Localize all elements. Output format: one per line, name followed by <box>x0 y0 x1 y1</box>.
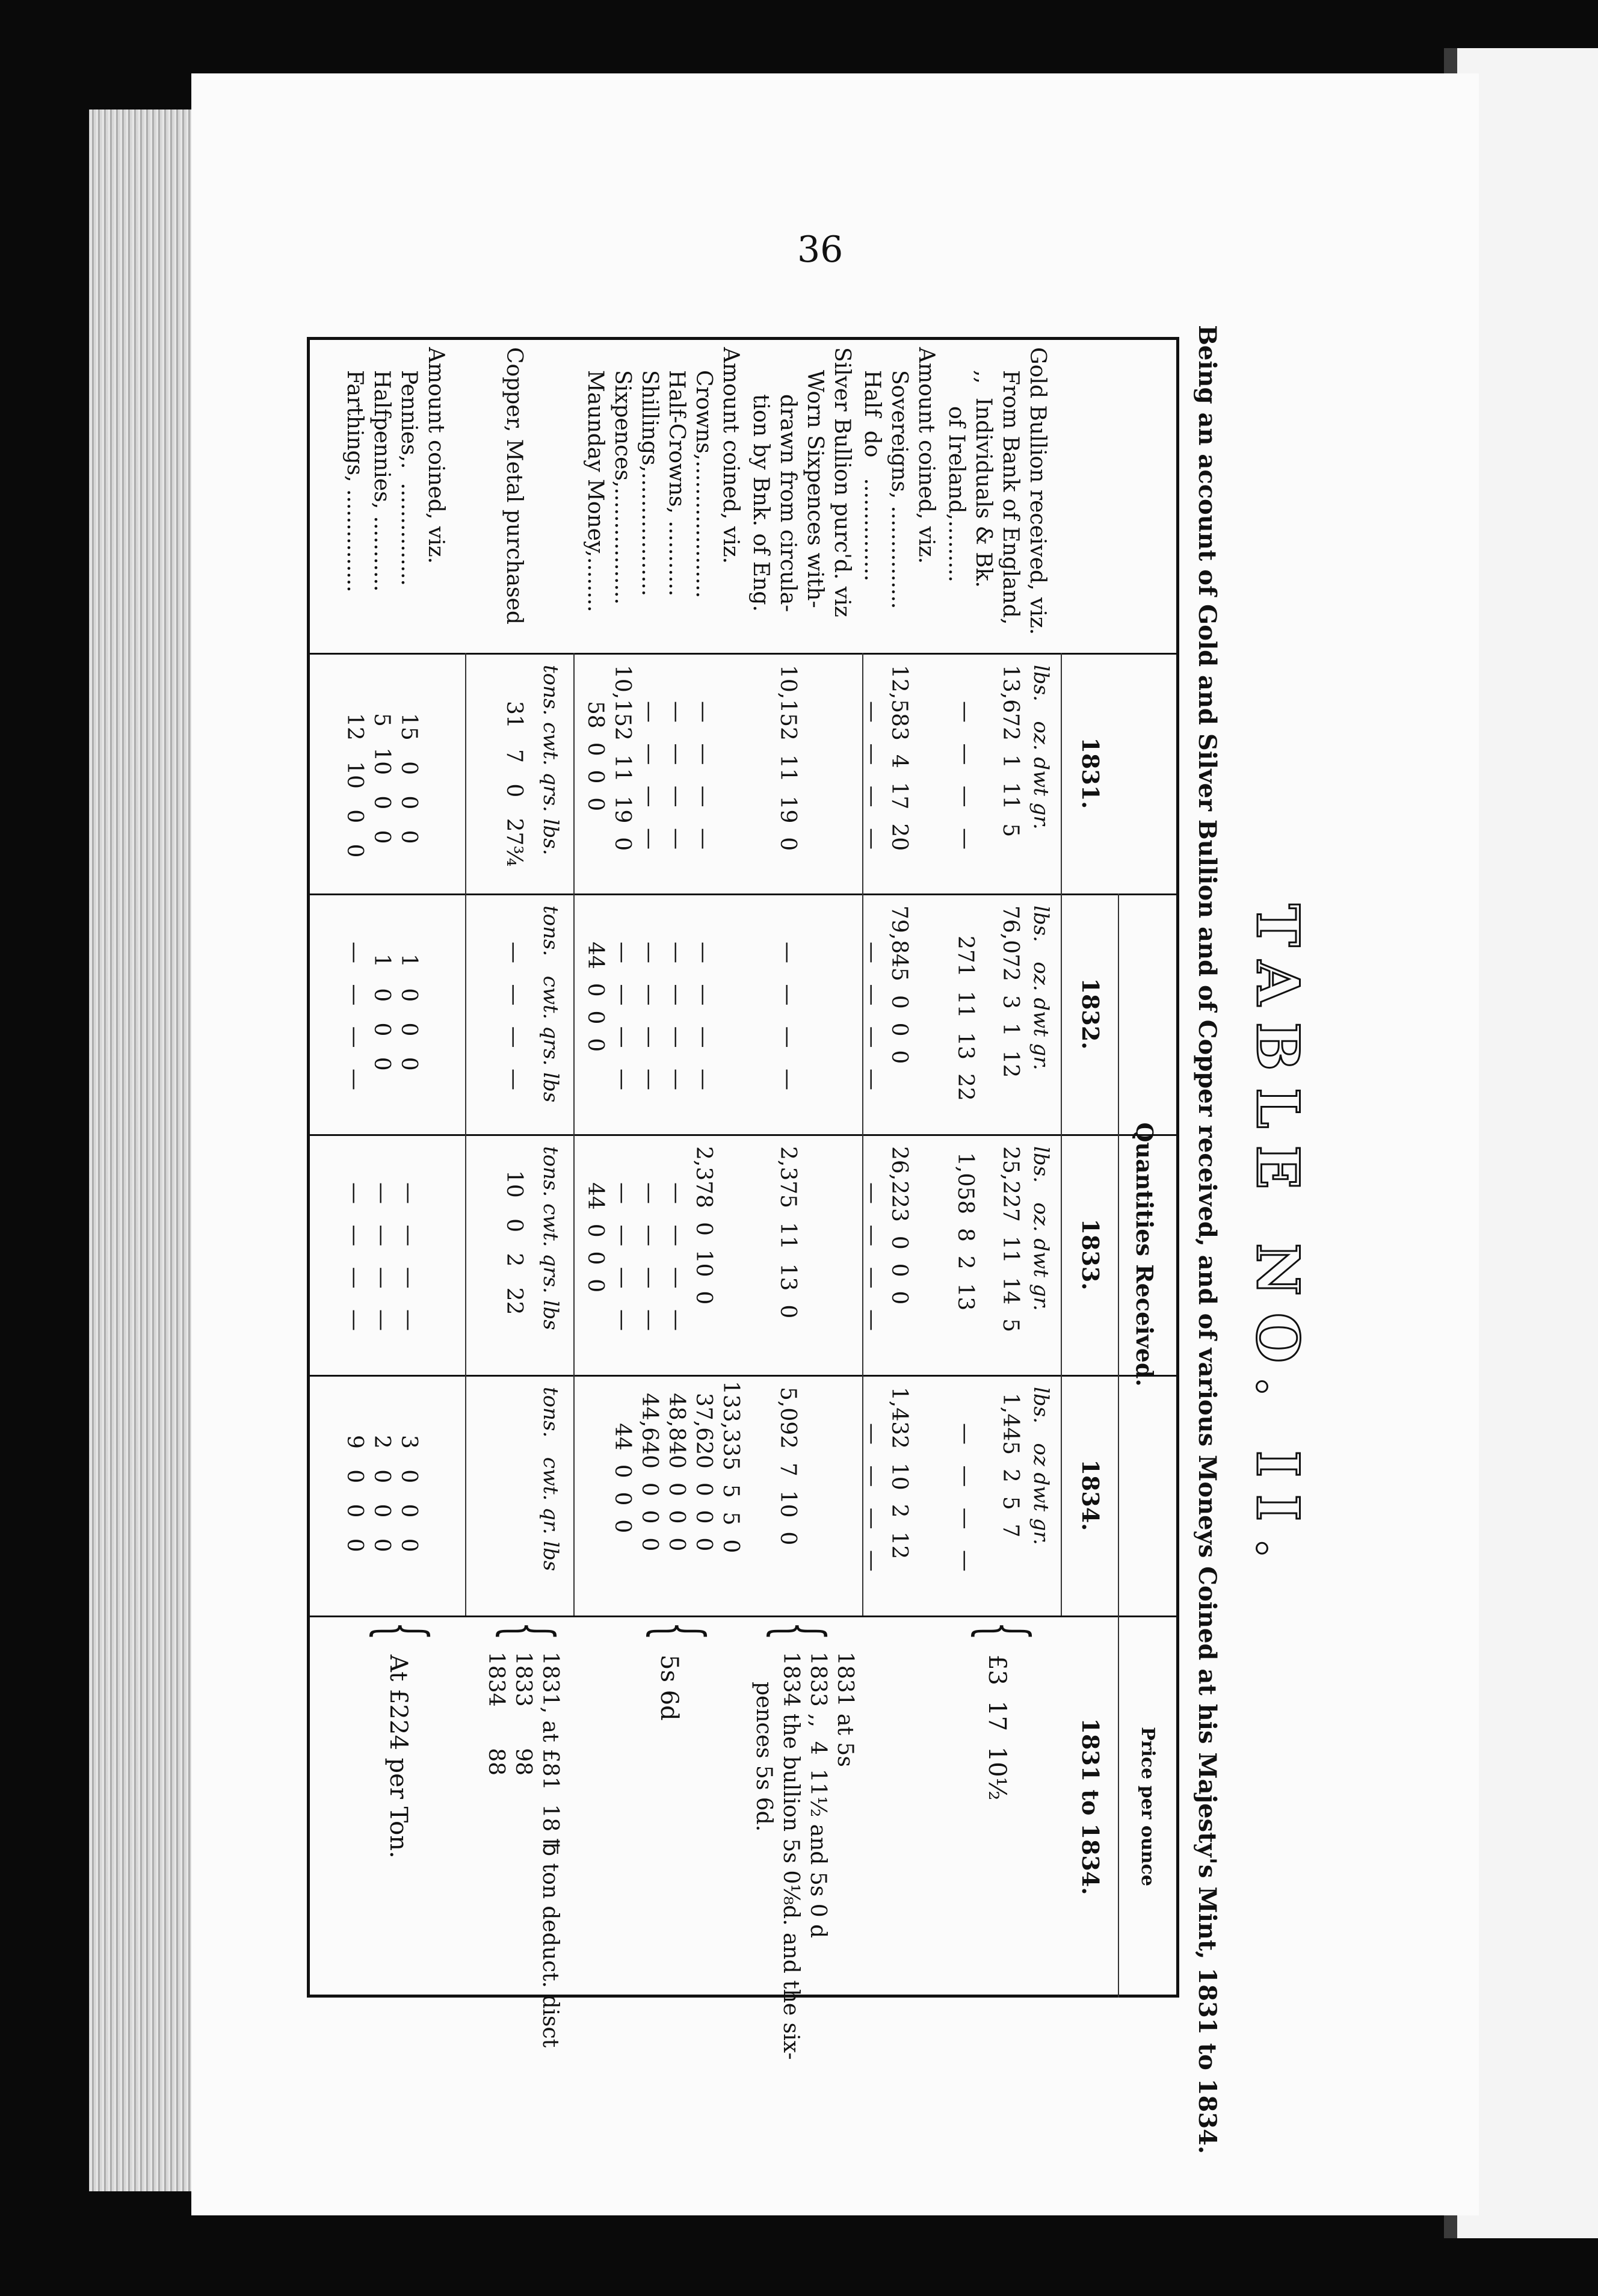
col-divider-1832 <box>310 1134 1176 1136</box>
cell-1832: — — — — <box>637 942 662 1090</box>
row-label: Gold Bullion received, viz. <box>1025 347 1050 635</box>
price-gold: £3 17 10½ <box>983 1655 1011 1801</box>
book-page-edges <box>89 110 203 2191</box>
col-divider-1834 <box>310 1616 1176 1617</box>
brace-icon: { <box>491 1622 568 1641</box>
cell-1834: 3 0 0 0 <box>396 1435 421 1552</box>
row-label: Pennies,. ............... <box>396 370 421 586</box>
cell-1832: 79,845 0 0 0 <box>887 906 912 1064</box>
copper-coined-rule <box>465 653 466 1616</box>
cell-1834: 2 0 0 0 <box>369 1435 394 1552</box>
price-coin: 5s 6d <box>655 1655 683 1721</box>
row-label: Amount coined, viz. <box>718 347 743 564</box>
brace-icon: { <box>641 1622 718 1641</box>
copper-unit-1832: tons. cwt. qrs. lbs <box>538 906 563 1103</box>
unit-1831: lbs. oz. dwt gr. <box>1029 665 1053 830</box>
unit-1834: lbs. oz dwt gr. <box>1029 1387 1053 1545</box>
price-copper-1831: 1831, at £81 18 ℔ ton deduct. disct <box>538 1652 563 2048</box>
cell-1833: 2,378 0 10 0 <box>691 1146 716 1305</box>
year-1832: 1832. <box>1077 978 1104 1050</box>
header-rule <box>1118 893 1119 1616</box>
cell-1832: 1 0 0 0 <box>396 954 421 1071</box>
cell-1832: 1 0 0 0 <box>369 954 394 1071</box>
col-divider-1831 <box>310 893 1176 895</box>
cell-1834: 133,335 5 5 0 <box>718 1381 743 1554</box>
cell-1834: 37,620 0 0 0 <box>691 1393 716 1552</box>
cell-1834: 1,432 10 2 12 <box>887 1387 912 1560</box>
cell-1833: — — — — <box>664 1182 689 1331</box>
row-label: Halfpennies, ........... <box>369 370 394 592</box>
cell-1834: — — — — <box>953 1423 978 1572</box>
cell-1832: — — — — <box>502 942 526 1090</box>
row-label: Shillings,.................. <box>637 370 662 597</box>
cell-1834: 48,840 0 0 0 <box>664 1393 689 1552</box>
cell-1833: — — — — <box>342 1182 367 1331</box>
price-header-rule <box>1118 1616 1119 1998</box>
cell-1833: 26,223 0 0 0 <box>887 1146 912 1305</box>
cell-1831: 31 7 0 27¾ <box>502 701 526 867</box>
cell-1833: 2,375 11 13 0 <box>776 1146 800 1319</box>
row-label: Worn Sixpences with- <box>803 370 827 608</box>
row-label: Copper, Metal purchased <box>502 347 526 625</box>
cell-1832: 44 0 0 0 <box>583 942 608 1052</box>
cell-1832: 271 11 13 22 <box>953 936 978 1101</box>
copper-unit-1831: tons. cwt. qrs. lbs. <box>538 665 563 856</box>
copper-rule <box>573 653 575 1616</box>
cell-1831: — — — — <box>637 701 662 850</box>
cell-1831: 15 0 0 0 <box>396 713 421 844</box>
cell-1834: 44,640 0 0 0 <box>637 1393 662 1552</box>
col-divider-1833 <box>310 1375 1176 1377</box>
row-label: Half do ............... <box>860 370 884 582</box>
cell-1831: 10,152 11 19 0 <box>610 665 635 851</box>
mint-table <box>307 337 1179 2060</box>
cell-1833: — — — — <box>610 1182 635 1331</box>
cell-1832: — — — — <box>776 942 800 1090</box>
rotated-table-block <box>289 313 1312 2166</box>
row-label: tion by Bnk. of Eng. <box>748 394 773 612</box>
cell-1831: — — — — <box>664 701 689 850</box>
year-1833: 1833. <box>1077 1218 1104 1291</box>
cell-1833: 10 0 2 22 <box>502 1170 526 1315</box>
price-copper-1834: 1834 88 <box>484 1652 508 1776</box>
cell-1831: 10,152 11 19 0 <box>776 665 800 851</box>
price-years: 1831 to 1834. <box>1077 1718 1104 1895</box>
cell-1832: — — — — <box>610 942 635 1090</box>
cell-1833: — — — — <box>396 1182 421 1331</box>
row-label: Half-Crowns, ........... <box>664 370 689 597</box>
cell-1833: — — — — <box>860 1182 884 1331</box>
row-label: Amount coined, viz. <box>424 347 448 564</box>
cell-1832: — — — — <box>664 942 689 1090</box>
copper-unit-1833: tons. cwt. qrs. lbs <box>538 1146 563 1330</box>
table-subtitle: Being an account of Gold and Silver Bullion and of Copper received, and of various Moneys Coined at his Majesty's Mint, 1831 to 1834. <box>1193 325 1221 2154</box>
row-label: Silver Bullion purc'd. viz <box>830 347 854 617</box>
unit-1833: lbs. oz. dwt gr. <box>1029 1146 1053 1311</box>
cell-1834: 1,445 2 5 7 <box>998 1393 1023 1538</box>
cell-1834: 9 0 0 0 <box>342 1435 367 1552</box>
cell-1831: 12,583 4 17 20 <box>887 665 912 851</box>
price-per-ounce-header: Price per ounce <box>1137 1727 1158 1886</box>
price-silver-1833: 1833 ,, 4 11½ and 5s 0 d <box>806 1652 830 1939</box>
cell-1834: — — — — <box>860 1423 884 1572</box>
cell-1833: 25,227 11 14 5 <box>998 1146 1023 1333</box>
year-1834: 1834. <box>1077 1459 1104 1531</box>
row-label: drawn from circula- <box>776 394 800 613</box>
price-silver-1834: 1834 the bullion 5s 0⅛d. and the six- <box>779 1652 803 2060</box>
price-silver-sixpences: pences 5s 6d. <box>751 1682 776 1832</box>
cell-1833: 44 0 0 0 <box>583 1182 608 1293</box>
cell-1834: 44 0 0 0 <box>610 1423 635 1534</box>
cell-1833: — — — — <box>637 1182 662 1331</box>
row-label: Farthings, ............... <box>342 370 367 593</box>
brace-icon: { <box>762 1622 839 1641</box>
price-silver-1831: 1831 at 5s <box>833 1652 857 1767</box>
price-copper-1833: 1833 98 <box>511 1652 535 1776</box>
table-title: TABLE NO. II. <box>1244 904 1312 1575</box>
year-rule <box>1061 653 1062 1616</box>
cell-1831: 5 10 0 0 <box>369 713 394 844</box>
cell-1831: 12 10 0 0 <box>342 713 367 858</box>
cell-1831: — — — — <box>860 701 884 850</box>
col-divider-labels <box>310 653 1176 655</box>
cell-1832: 76,072 3 1 12 <box>998 906 1023 1078</box>
cell-1833: 1,058 8 2 13 <box>953 1152 978 1311</box>
cell-1831: — — — — <box>953 701 978 850</box>
cell-1832: — — — — <box>860 942 884 1090</box>
cell-1832: — — — — <box>691 942 716 1090</box>
cell-1831: 58 0 0 0 <box>583 701 608 812</box>
row-label: Sovereigns, ............... <box>887 370 912 609</box>
copper-unit-1834: tons. cwt. qr. lbs <box>538 1387 563 1572</box>
row-label: Amount coined, viz. <box>914 347 939 564</box>
brace-icon: { <box>966 1622 1043 1641</box>
unit-1832: lbs. oz. dwt gr. <box>1029 906 1053 1070</box>
cell-1831: — — — — <box>691 701 716 850</box>
row-label: Crowns,.................... <box>691 370 716 599</box>
row-label: of Ireland,......... <box>944 406 969 582</box>
cell-1832: — — — — <box>342 942 367 1090</box>
page-number: 36 <box>797 229 844 271</box>
cell-1831: 13,672 1 11 5 <box>998 665 1023 838</box>
year-1831: 1831. <box>1077 737 1104 809</box>
cell-1834: 5,092 7 10 0 <box>776 1387 800 1546</box>
row-label: Sixpences,................. <box>610 370 635 605</box>
row-label: ,, Individuals & Bk. <box>971 370 996 588</box>
row-label: Maunday Money,........ <box>583 370 608 613</box>
price-copper-coined: At £224 per Ton. <box>384 1655 412 1859</box>
quantities-received-header: Quantities Received. <box>1131 1122 1158 1387</box>
row-label: From Bank of England, <box>998 370 1023 625</box>
cell-1833: — — — — <box>369 1182 394 1331</box>
brace-icon: { <box>365 1622 442 1641</box>
